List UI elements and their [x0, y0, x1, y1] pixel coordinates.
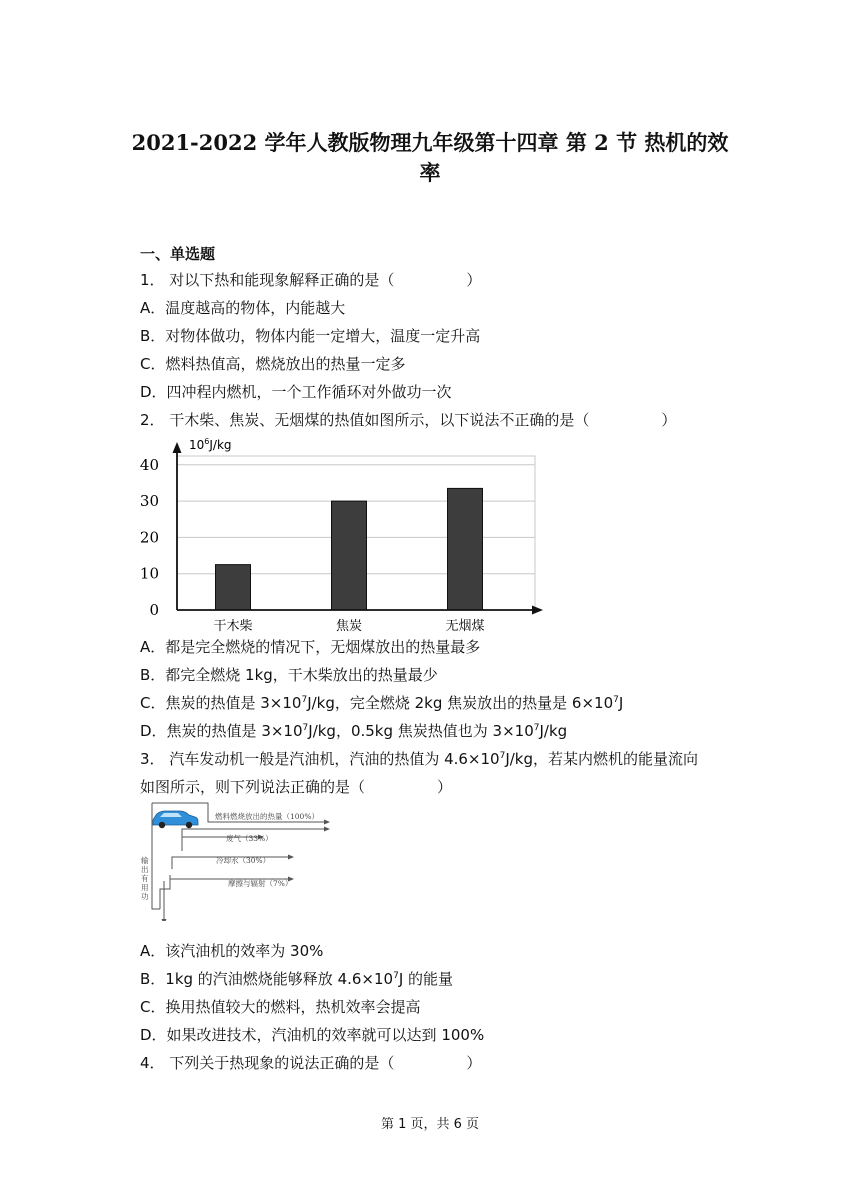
heat-value-bar-chart — [135, 434, 555, 634]
q2-option-c — [140, 693, 623, 713]
q4-stem-end: ） — [466, 1054, 482, 1072]
y-tick-label: 20 — [139, 528, 159, 547]
q2-d-pre: D．焦炭的热值是 3×10 — [140, 722, 303, 740]
y-tick-label: 0 — [149, 601, 159, 619]
q3-option-c: C．换用热值较大的燃料，热机效率会提高 — [140, 998, 421, 1016]
q2-option-a: A．都是完全燃烧的情况下，无烟煤放出的热量最多 — [140, 638, 481, 656]
q3-stem-line-1 — [140, 749, 698, 769]
flow-output-label: 输出有用功 — [141, 856, 149, 901]
q2-c-sup1: 7 — [301, 695, 308, 705]
q1-stem — [140, 270, 481, 290]
q3-b-pre: B．1kg 的汽油燃烧能够释放 4.6×10 — [140, 970, 394, 988]
q4-stem — [140, 1053, 481, 1073]
q2-c-post: J — [618, 694, 624, 712]
y-tick-labels — [140, 456, 159, 619]
q3-option-b — [140, 969, 453, 989]
chart-bars — [216, 488, 483, 610]
q2-c-pre: C．焦炭的热值是 3×10 — [140, 694, 302, 712]
q2-d-post: J/kg — [539, 722, 568, 740]
title-line-2: 率 — [419, 160, 441, 185]
title-line-1: 2021-2022 学年人教版物理九年级第十四章 第 2 节 热机的效 — [131, 130, 729, 155]
q1-option-c: C．燃料热值高，燃烧放出的热量一定多 — [140, 355, 406, 373]
document-title — [120, 128, 740, 188]
q2-stem-text: 2． 干木柴、焦炭、无烟煤的热值如图所示，以下说法不正确的是（ — [140, 411, 590, 429]
y-tick-label: 10 — [139, 564, 159, 583]
flow-total-label: 燃料燃烧放出的热量（100%） — [215, 812, 319, 821]
q2-d-sup2: 7 — [533, 723, 540, 733]
x-tick-labels — [213, 618, 484, 634]
y-axis-arrow — [173, 442, 182, 453]
y-tick-label: 30 — [139, 492, 159, 511]
flow-exhaust-label: 废气（33%） — [226, 834, 273, 843]
q2-stem — [140, 410, 676, 430]
bar — [332, 501, 367, 610]
y-axis-label-base: 10 — [189, 438, 205, 452]
q1-stem-end: ） — [466, 271, 482, 289]
x-tick-label: 焦炭 — [335, 619, 363, 634]
q3-stem-line-2 — [140, 777, 452, 797]
q2-option-d — [140, 721, 567, 741]
flow-coolant-label: 冷却水（30%） — [216, 856, 271, 865]
bar — [216, 565, 251, 610]
q1-option-a: A．温度越高的物体，内能越大 — [140, 299, 346, 317]
x-tick-label: 干木柴 — [213, 619, 253, 634]
q3-stem-line2-text: 如图所示，则下列说法正确的是（ — [140, 778, 366, 796]
q2-c-sup2: 7 — [613, 695, 619, 705]
q2-c-mid: J/kg，完全燃烧 2kg 焦炭放出的热量是 6×10 — [307, 694, 614, 712]
q1-option-d: D．四冲程内燃机，一个工作循环对外做功一次 — [140, 383, 452, 401]
y-tick-label: 40 — [139, 455, 159, 474]
q1-stem-text: 1． 对以下热和能现象解释正确的是（ — [140, 271, 395, 289]
q3-stem-sup: 7 — [499, 751, 506, 761]
y-axis-label-exp: 6 — [204, 437, 210, 446]
q3-stem-end: ） — [437, 778, 453, 796]
q3-stem-post: J/kg，若某内燃机的能量流向 — [505, 750, 699, 768]
car-icon — [153, 811, 198, 828]
q1-option-b: B．对物体做功，物体内能一定增大，温度一定升高 — [140, 327, 481, 345]
bar — [448, 488, 483, 610]
q2-option-b: B．都完全燃烧 1kg，干木柴放出的热量最少 — [140, 666, 438, 684]
x-axis-arrow — [532, 606, 543, 615]
section-heading: 一、单选题 — [140, 245, 216, 263]
q3-b-post: J 的能量 — [398, 970, 454, 988]
q2-stem-end: ） — [661, 411, 677, 429]
q3-b-sup: 7 — [393, 971, 399, 981]
y-axis-label — [189, 437, 232, 452]
y-axis-label-unit: J/kg — [209, 438, 232, 452]
q2-d-mid: J/kg，0.5kg 焦炭热值也为 3×10 — [308, 722, 534, 740]
q2-d-sup1: 7 — [302, 723, 309, 733]
page-footer: 第 1 页，共 6 页 — [380, 1117, 480, 1132]
energy-flow-diagram — [140, 801, 350, 921]
flow-friction-label: 摩擦与辐射（7%） — [228, 879, 293, 888]
x-tick-label: 无烟煤 — [445, 619, 485, 634]
q4-stem-text: 4． 下列关于热现象的说法正确的是（ — [140, 1054, 395, 1072]
q3-stem-pre: 3． 汽车发动机一般是汽油机，汽油的热值为 4.6×10 — [140, 750, 500, 768]
q3-option-d: D．如果改进技术，汽油机的效率就可以达到 100% — [140, 1026, 485, 1044]
q3-option-a: A．该汽油机的效率为 30% — [140, 942, 324, 960]
